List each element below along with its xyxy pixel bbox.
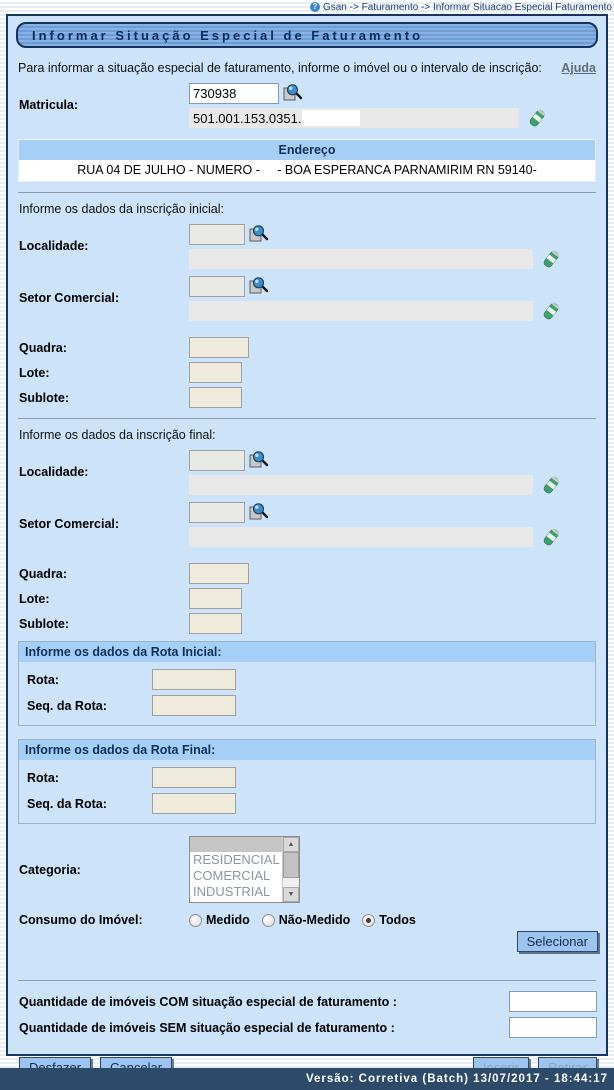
setor-final-input (189, 502, 245, 523)
matricula-input[interactable] (189, 83, 279, 104)
selecionar-button[interactable]: Selecionar (517, 931, 598, 952)
breadcrumb-text: Gsan -> Faturamento -> Informar Situacao Especial Faturamento (322, 1, 612, 13)
rota-inicial-label: Rota: (27, 672, 59, 687)
categoria-option: RESIDENCIAL (193, 852, 280, 867)
localidade-inicial-search-icon[interactable] (249, 225, 269, 243)
version-footer: Versão: Corretiva (Batch) 13/07/2017 - 18:44:17 (0, 1068, 614, 1090)
localidade-final-input (189, 450, 245, 471)
matricula-label: Matricula: (19, 98, 79, 112)
categoria-listbox (189, 836, 300, 903)
localidade-inicial-eraser-icon[interactable] (541, 249, 561, 269)
radio-icon[interactable] (189, 914, 202, 927)
setor-inicial-search-icon[interactable] (249, 277, 269, 295)
rota-final-title: Informe os dados da Rota Final: (19, 740, 595, 760)
ajuda-link[interactable]: Ajuda (561, 61, 596, 75)
qtd-sem-input[interactable] (509, 1017, 597, 1038)
lote-final-input (189, 588, 242, 609)
seq-rota-inicial-input (152, 695, 236, 716)
qtd-com-input[interactable] (509, 991, 597, 1012)
help-icon[interactable]: ? (310, 2, 320, 12)
scroll-down-icon: ▼ (283, 887, 299, 902)
main-panel (6, 14, 608, 1056)
seq-rota-inicial-label: Seq. da Rota: (27, 698, 107, 713)
rota-inicial-box (18, 641, 596, 726)
sublote-final-label: Sublote: (19, 616, 69, 631)
setor-final-label: Setor Comercial: (19, 517, 120, 531)
inscricao-inicial-title: Informe os dados da inscrição inicial: (19, 202, 224, 216)
endereco-table (18, 139, 596, 182)
rota-inicial-title: Informe os dados da Rota Inicial: (19, 642, 595, 662)
localidade-final-label: Localidade: (19, 465, 89, 479)
localidade-final-search-icon[interactable] (249, 451, 269, 469)
localidade-final-desc-field (189, 475, 533, 495)
sublote-inicial-label: Sublote: (19, 390, 69, 405)
radio-medido[interactable]: Medido (189, 913, 250, 927)
categoria-label: Categoria: (19, 862, 81, 877)
lote-inicial-label: Lote: (19, 365, 50, 380)
inscricao-final-title: Informe os dados da inscrição final: (19, 428, 216, 442)
setor-inicial-desc-field (189, 301, 533, 321)
divider (18, 980, 596, 981)
rota-final-label: Rota: (27, 770, 59, 785)
radio-todos[interactable]: Todos (362, 913, 416, 927)
setor-inicial-input (189, 276, 245, 297)
page-title-bar (16, 22, 598, 48)
localidade-inicial-input (189, 224, 245, 245)
scroll-up-icon: ▲ (283, 837, 299, 852)
inscricao-empty-chip (302, 110, 360, 126)
setor-inicial-label: Setor Comercial: (19, 291, 120, 305)
sublote-final-input (189, 613, 242, 634)
breadcrumb (0, 0, 614, 14)
localidade-final-block (8, 448, 606, 496)
categoria-option: INDUSTRIAL (193, 884, 271, 899)
page-title: Informar Situação Especial de Faturamento (32, 27, 424, 43)
rota-final-box (18, 739, 596, 824)
setor-inicial-eraser-icon[interactable] (541, 301, 561, 321)
matricula-eraser-icon[interactable] (527, 108, 547, 128)
categoria-scrollbar (282, 837, 299, 902)
consumo-radio-group (189, 913, 416, 927)
localidade-inicial-desc-field (189, 249, 533, 269)
instruction-text: Para informar a situação especial de faturamento, informe o imóvel ou o intervalo de inscrição: (18, 61, 542, 75)
rota-final-input (152, 767, 236, 788)
localidade-inicial-block (8, 222, 606, 270)
localidade-inicial-label: Localidade: (19, 239, 89, 253)
setor-inicial-block (8, 274, 606, 322)
seq-rota-final-input (152, 793, 236, 814)
setor-final-desc-field (189, 527, 533, 547)
matricula-search-icon[interactable] (283, 84, 303, 102)
quadra-inicial-label: Quadra: (19, 340, 67, 355)
categoria-option: COMERCIAL (193, 868, 271, 883)
lote-final-label: Lote: (19, 591, 50, 606)
quadra-inicial-input (189, 337, 249, 358)
endereco-header: Endereço (19, 140, 595, 160)
consumo-label: Consumo do Imóvel: (19, 913, 143, 927)
inscricao-field (189, 108, 519, 128)
localidade-final-eraser-icon[interactable] (541, 475, 561, 495)
quadra-final-label: Quadra: (19, 566, 67, 581)
qtd-com-label: Quantidade de imóveis COM situação especial de faturamento : (19, 994, 397, 1009)
setor-final-search-icon[interactable] (249, 503, 269, 521)
matricula-block (8, 81, 606, 129)
divider (18, 418, 596, 419)
radio-icon[interactable] (262, 914, 275, 927)
radio-icon[interactable] (362, 914, 375, 927)
lote-inicial-input (189, 362, 242, 383)
setor-final-block (8, 500, 606, 548)
categoria-selected-row (190, 837, 282, 852)
scroll-thumb (283, 852, 299, 878)
radio-nao-medido[interactable]: Não-Medido (262, 913, 351, 927)
divider (18, 192, 596, 193)
seq-rota-final-label: Seq. da Rota: (27, 796, 107, 811)
inscricao-value: 501.001.153.0351. (193, 110, 302, 126)
setor-final-eraser-icon[interactable] (541, 527, 561, 547)
sublote-inicial-input (189, 387, 242, 408)
rota-inicial-input (152, 669, 236, 690)
qtd-sem-label: Quantidade de imóveis SEM situação especial de faturamento : (19, 1020, 395, 1035)
quadra-final-input (189, 563, 249, 584)
endereco-row: RUA 04 DE JULHO - NUMERO - - BOA ESPERANCA PARNAMIRIM RN 59140- (19, 160, 595, 181)
